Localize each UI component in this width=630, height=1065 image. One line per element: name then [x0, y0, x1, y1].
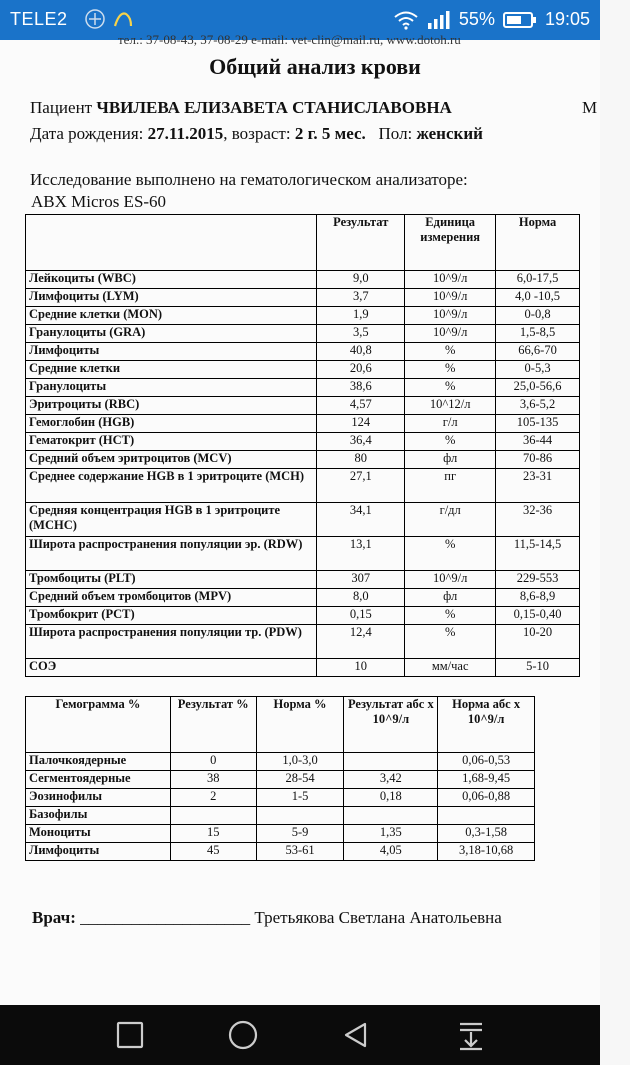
hemogram-row [26, 807, 535, 825]
cell-norm: 3,6-5,2 [496, 397, 580, 415]
cell-unit: 10^9/л [405, 271, 496, 289]
cell-test-name: Средние клетки [26, 361, 317, 379]
cell-result: 307 [317, 571, 405, 589]
cell-unit: 10^9/л [405, 289, 496, 307]
app-notification-icon [84, 8, 106, 30]
hemogram-header-result-pct: Результат % [170, 697, 256, 753]
cell-norm: 0,15-0,40 [496, 607, 580, 625]
cell-test-name: Средние клетки (MON) [26, 307, 317, 325]
cell-unit: % [405, 433, 496, 451]
cell-unit: г/дл [405, 503, 496, 537]
cell-test-name: Гранулоциты [26, 379, 317, 397]
analyzer-line-1: Исследование выполнено на гематологическом анализаторе: [30, 170, 468, 189]
cell-norm: 0-5,3 [496, 361, 580, 379]
clock: 19:05 [544, 9, 590, 29]
table-row [26, 659, 580, 677]
cell-unit: % [405, 379, 496, 397]
header-unit: Единица измерения [405, 215, 496, 271]
cell-norm: 32-36 [496, 503, 580, 537]
battery-percent: 55% [458, 9, 495, 29]
cell-unit: фл [405, 451, 496, 469]
app-notification-icon-2 [112, 8, 134, 30]
carrier-name: TELE2 [10, 9, 68, 29]
table-row [26, 469, 580, 503]
cell-norm: 6,0-17,5 [496, 271, 580, 289]
cell-result: 0,15 [317, 607, 405, 625]
table-row [26, 571, 580, 589]
table-row [26, 625, 580, 659]
hemogram-header-result-abs: Результат абс х 10^9/л [344, 697, 438, 753]
cell-norm-abs: 0,06-0,88 [438, 789, 535, 807]
cell-unit: % [405, 625, 496, 659]
sex-label: Пол: [378, 124, 413, 143]
cell-norm: 229-553 [496, 571, 580, 589]
cell-unit: 10^9/л [405, 571, 496, 589]
cell-result-abs [344, 807, 438, 825]
cell-result-pct: 15 [170, 825, 256, 843]
battery-icon [503, 11, 537, 29]
cell-norm: 25,0-56,6 [496, 379, 580, 397]
cell-cell-type: Эозинофилы [26, 789, 171, 807]
doctor-signature-blank: ____________________ [80, 908, 251, 927]
cell-result: 3,5 [317, 325, 405, 343]
cell-result: 13,1 [317, 537, 405, 571]
cell-norm: 10-20 [496, 625, 580, 659]
cell-norm: 8,6-8,9 [496, 589, 580, 607]
cell-norm-pct: 1,0-3,0 [256, 753, 344, 771]
cell-test-name: Гемоглобин (HGB) [26, 415, 317, 433]
cell-norm: 66,6-70 [496, 343, 580, 361]
cell-unit: 10^9/л [405, 307, 496, 325]
cell-unit: % [405, 607, 496, 625]
cell-norm-pct: 28-54 [256, 771, 344, 789]
cell-norm-pct: 1-5 [256, 789, 344, 807]
cell-test-name: СОЭ [26, 659, 317, 677]
cell-result: 80 [317, 451, 405, 469]
cell-result-pct [170, 807, 256, 825]
cell-result: 40,8 [317, 343, 405, 361]
recent-apps-button[interactable] [115, 1020, 145, 1050]
cell-unit: г/л [405, 415, 496, 433]
hemogram-header-type: Гемограмма % [26, 697, 171, 753]
sex-value: женский [416, 124, 483, 143]
cell-test-name: Средняя концентрация HGB в 1 эритроците (MCHC) [26, 503, 317, 537]
cell-cell-type: Сегментоядерные [26, 771, 171, 789]
hemogram-header-norm-pct: Норма % [256, 697, 344, 753]
cell-test-name: Тромбокрит (PCT) [26, 607, 317, 625]
doctor-name: Третьякова Светлана Анатольевна [254, 908, 502, 927]
contact-line: тел.: 37-08-43, 37-08-29 e-mail: vet-clin@mail.ru, www.dotoh.ru [118, 32, 461, 47]
cell-result: 8,0 [317, 589, 405, 607]
signal-icon [427, 10, 451, 30]
cell-norm: 23-31 [496, 469, 580, 503]
hemogram-row [26, 825, 535, 843]
cell-norm: 105-135 [496, 415, 580, 433]
home-button[interactable] [226, 1020, 260, 1054]
cell-norm: 5-10 [496, 659, 580, 677]
table-row [26, 537, 580, 571]
document-page[interactable] [0, 32, 600, 1005]
cell-norm-abs: 0,06-0,53 [438, 753, 535, 771]
cell-result: 3,7 [317, 289, 405, 307]
cell-norm-abs: 0,3-1,58 [438, 825, 535, 843]
table-row [26, 361, 580, 379]
cell-norm: 1,5-8,5 [496, 325, 580, 343]
table-row [26, 589, 580, 607]
cell-test-name: Средний объем эритроцитов (MCV) [26, 451, 317, 469]
notifications-pulldown-button[interactable] [457, 1020, 485, 1052]
table-row [26, 451, 580, 469]
patient-name: ЧВИЛЕВА ЕЛИЗАВЕТА СТАНИСЛАВОВНА [96, 98, 452, 117]
table-row [26, 307, 580, 325]
cell-cell-type: Палочкоядерные [26, 753, 171, 771]
cell-norm-abs [438, 807, 535, 825]
table-row [26, 379, 580, 397]
table-row [26, 271, 580, 289]
cell-unit: 10^9/л [405, 325, 496, 343]
dob-label: Дата рождения: [30, 124, 144, 143]
header-norm: Норма [496, 215, 580, 271]
blood-analysis-table [25, 214, 580, 677]
cell-test-name: Лейкоциты (WBC) [26, 271, 317, 289]
cell-norm-abs: 3,18-10,68 [438, 843, 535, 861]
patient-extra: М [582, 98, 598, 117]
table-row [26, 415, 580, 433]
dob-value: 27.11.2015 [147, 124, 224, 143]
cell-unit: мм/час [405, 659, 496, 677]
table-row [26, 289, 580, 307]
back-button[interactable] [340, 1020, 372, 1052]
table-row [26, 433, 580, 451]
cell-result: 27,1 [317, 469, 405, 503]
cell-norm-pct: 5-9 [256, 825, 344, 843]
birth-line [30, 124, 483, 144]
cell-unit: пг [405, 469, 496, 503]
table-row [26, 607, 580, 625]
hemogram-row [26, 789, 535, 807]
cell-test-name: Средний объем тромбоцитов (MPV) [26, 589, 317, 607]
table-row [26, 343, 580, 361]
wifi-icon [393, 10, 419, 30]
cell-result-abs: 1,35 [344, 825, 438, 843]
cell-norm-pct: 53-61 [256, 843, 344, 861]
hemogram-header-norm-abs: Норма абс х 10^9/л [438, 697, 535, 753]
cell-result-abs: 0,18 [344, 789, 438, 807]
cell-result: 10 [317, 659, 405, 677]
cell-test-name: Гематокрит (HCT) [26, 433, 317, 451]
cell-result: 12,4 [317, 625, 405, 659]
cell-result-pct: 38 [170, 771, 256, 789]
table-row [26, 503, 580, 537]
cell-test-name: Гранулоциты (GRA) [26, 325, 317, 343]
cell-test-name: Среднее содержание HGB в 1 эритроците (MCH) [26, 469, 317, 503]
cell-cell-type: Базофилы [26, 807, 171, 825]
cell-result: 36,4 [317, 433, 405, 451]
cell-norm: 11,5-14,5 [496, 537, 580, 571]
hemogram-row [26, 753, 535, 771]
cell-test-name: Лимфоциты [26, 343, 317, 361]
cell-result: 1,9 [317, 307, 405, 325]
cell-result-abs: 4,05 [344, 843, 438, 861]
cell-result-abs: 3,42 [344, 771, 438, 789]
cell-test-name: Широта распространения популяции эр. (RDW) [26, 537, 317, 571]
cell-norm-pct [256, 807, 344, 825]
cell-unit: % [405, 343, 496, 361]
cell-unit: % [405, 361, 496, 379]
cell-unit: % [405, 537, 496, 571]
table-row [26, 325, 580, 343]
cell-test-name: Широта распространения популяции тр. (PDW) [26, 625, 317, 659]
hemogram-table [25, 696, 535, 861]
cell-test-name: Лимфоциты (LYM) [26, 289, 317, 307]
hemogram-row [26, 843, 535, 861]
cell-result: 20,6 [317, 361, 405, 379]
header-test [26, 215, 317, 271]
cell-result: 4,57 [317, 397, 405, 415]
cell-result-pct: 2 [170, 789, 256, 807]
cell-norm-abs: 1,68-9,45 [438, 771, 535, 789]
cell-result: 9,0 [317, 271, 405, 289]
page-title: Общий анализ крови [209, 54, 421, 79]
cell-norm: 70-86 [496, 451, 580, 469]
hemogram-row [26, 771, 535, 789]
header-result: Результат [317, 215, 405, 271]
cell-norm: 4,0 -10,5 [496, 289, 580, 307]
table-header-row [26, 215, 580, 271]
cell-result-pct: 45 [170, 843, 256, 861]
cell-test-name: Эритроциты (RBC) [26, 397, 317, 415]
cell-norm: 36-44 [496, 433, 580, 451]
cell-result: 124 [317, 415, 405, 433]
doctor-signature-line [32, 908, 502, 928]
cell-cell-type: Лимфоциты [26, 843, 171, 861]
patient-line [30, 98, 452, 118]
cell-result: 38,6 [317, 379, 405, 397]
patient-label: Пациент [30, 98, 93, 117]
cell-norm: 0-0,8 [496, 307, 580, 325]
navigation-bar [0, 1005, 600, 1065]
cell-result-pct: 0 [170, 753, 256, 771]
cell-unit: фл [405, 589, 496, 607]
cell-test-name: Тромбоциты (PLT) [26, 571, 317, 589]
cell-cell-type: Моноциты [26, 825, 171, 843]
hemogram-header-row [26, 697, 535, 753]
age-label: , возраст: [223, 124, 291, 143]
doctor-label: Врач: [32, 908, 76, 927]
table-row [26, 397, 580, 415]
analyzer-line-2: ABX Micros ES-60 [31, 192, 167, 211]
cell-unit: 10^12/л [405, 397, 496, 415]
age-value: 2 г. 5 мес. [294, 124, 366, 143]
cell-result-abs [344, 753, 438, 771]
cell-result: 34,1 [317, 503, 405, 537]
